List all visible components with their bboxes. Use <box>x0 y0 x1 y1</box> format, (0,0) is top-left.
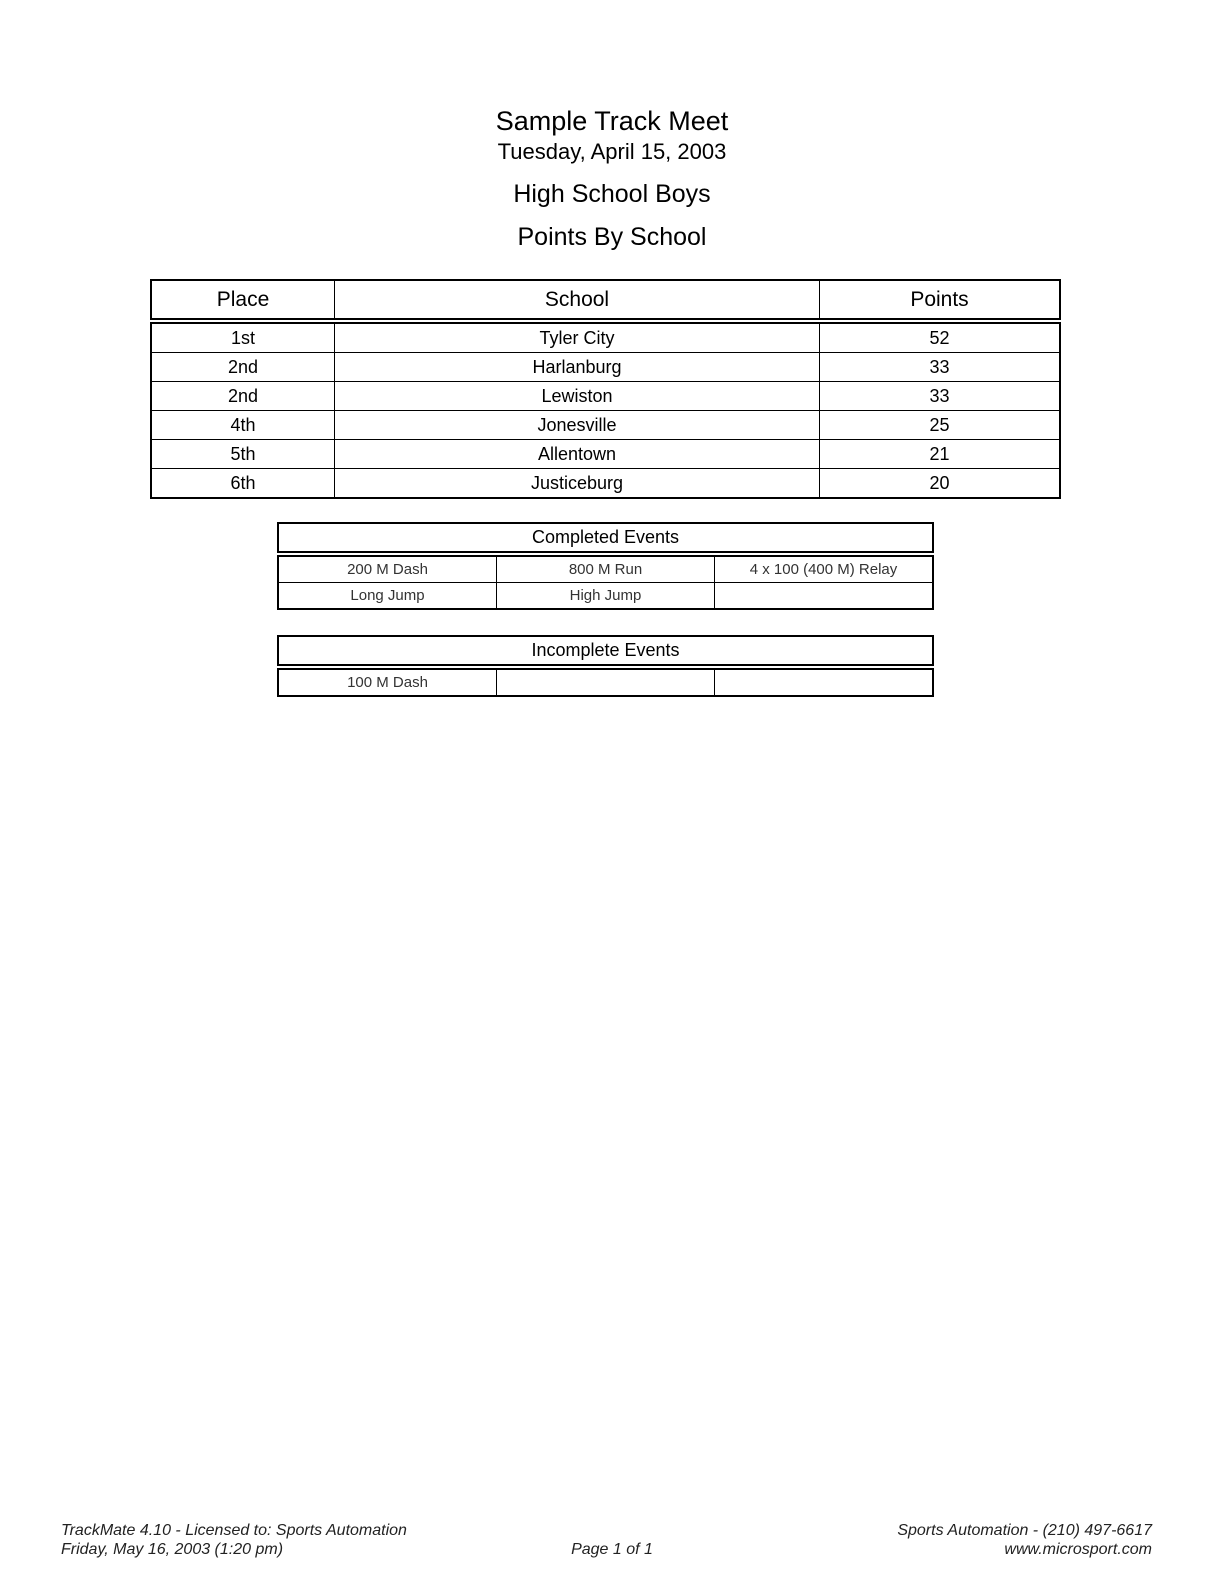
event-cell: 4 x 100 (400 M) Relay <box>749 561 898 578</box>
place-cell: 4th <box>152 411 335 439</box>
table-row <box>152 440 1059 469</box>
event-row <box>279 670 932 695</box>
column-header-school: School <box>335 281 820 318</box>
school-cell: Lewiston <box>335 382 820 410</box>
school-cell: Allentown <box>335 440 820 468</box>
points-cell: 21 <box>929 443 950 464</box>
completed-events-table <box>277 522 934 610</box>
school-cell: Jonesville <box>335 411 820 439</box>
completed-events-body <box>277 555 934 610</box>
event-cell <box>497 670 715 695</box>
table-row <box>152 411 1059 440</box>
table-row <box>152 469 1059 497</box>
event-cell <box>715 583 932 608</box>
event-cell: Long Jump <box>279 583 497 608</box>
place-cell: 6th <box>152 469 335 497</box>
column-header-place: Place <box>152 281 335 318</box>
place-cell: 5th <box>152 440 335 468</box>
printed-date: Friday, May 16, 2003 (1:20 pm) <box>61 1541 284 1558</box>
school-cell: Tyler City <box>335 324 820 352</box>
meet-title: Sample Track Meet <box>495 106 729 136</box>
points-cell: 52 <box>929 327 950 348</box>
event-row <box>279 583 932 608</box>
points-cell: 33 <box>929 356 950 377</box>
points-table-body <box>150 322 1061 499</box>
place-cell: 2nd <box>152 382 335 410</box>
contact-line: Sports Automation - (210) 497-6617 <box>897 1522 1152 1539</box>
school-cell: Justiceburg <box>335 469 820 497</box>
points-cell: 20 <box>929 472 950 493</box>
report-title: Points By School <box>517 223 707 251</box>
table-row <box>152 382 1059 411</box>
place-cell: 1st <box>152 324 335 352</box>
page-number: Page 1 of 1 <box>571 1541 653 1558</box>
event-cell: High Jump <box>497 583 715 608</box>
column-header-points: Points <box>910 287 969 311</box>
points-cell: 25 <box>929 414 950 435</box>
license-line: TrackMate 4.10 - Licensed to: Sports Automation <box>61 1522 407 1539</box>
event-cell: 100 M Dash <box>279 670 497 695</box>
school-cell: Harlanburg <box>335 353 820 381</box>
place-cell: 2nd <box>152 353 335 381</box>
points-table <box>150 279 1061 499</box>
points-cell: 33 <box>929 385 950 406</box>
incomplete-events-table <box>277 635 934 697</box>
event-cell: 800 M Run <box>497 557 715 582</box>
footer-right <box>897 1521 1152 1559</box>
event-row <box>279 557 932 583</box>
event-cell <box>715 670 932 695</box>
table-row <box>152 324 1059 353</box>
table-row <box>152 353 1059 382</box>
incomplete-events-body <box>277 668 934 697</box>
division-title: High School Boys <box>513 180 711 208</box>
website-link[interactable]: www.microsport.com <box>1004 1541 1152 1558</box>
meet-date: Tuesday, April 15, 2003 <box>497 139 727 164</box>
points-table-header <box>150 279 1061 320</box>
event-cell: 200 M Dash <box>279 557 497 582</box>
incomplete-events-title: Incomplete Events <box>277 635 934 666</box>
completed-events-title: Completed Events <box>277 522 934 553</box>
